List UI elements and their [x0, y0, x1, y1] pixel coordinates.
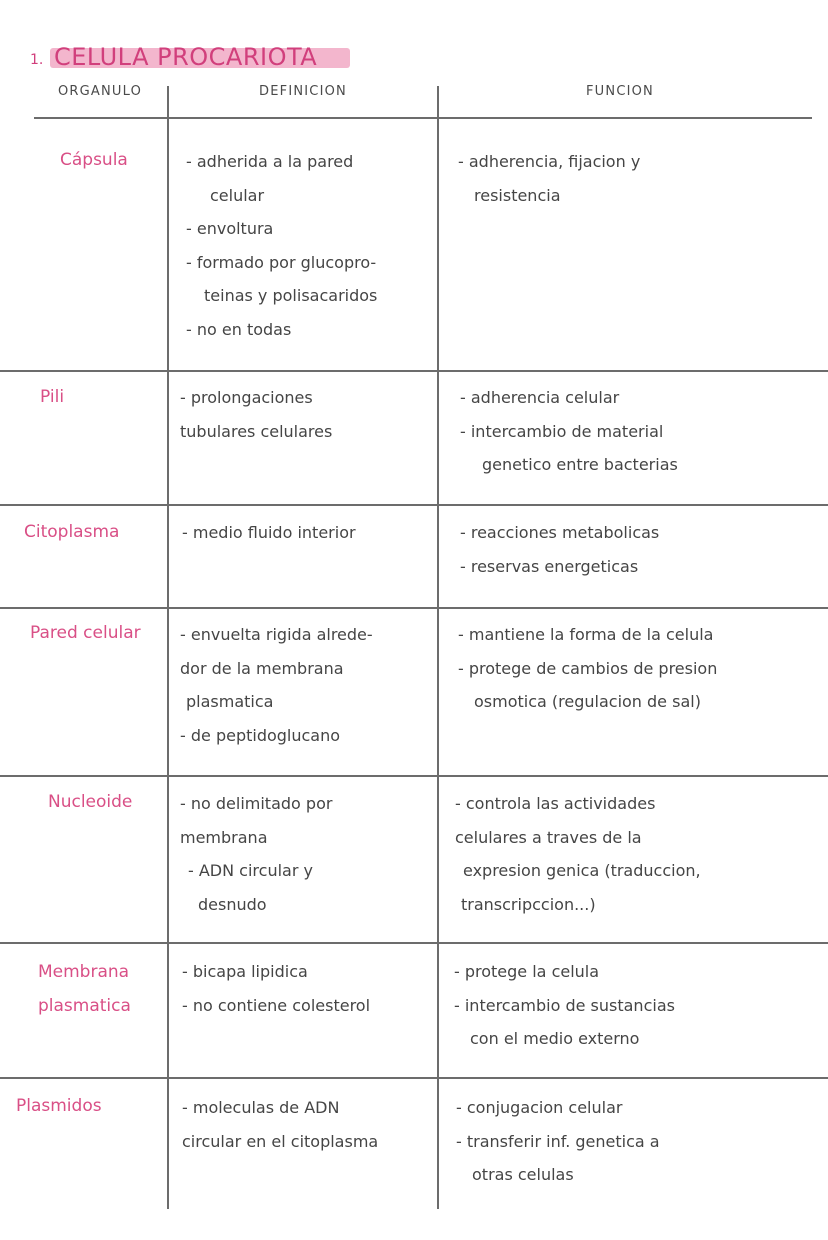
definition-line: membrana: [180, 827, 268, 847]
function-cell: [454, 955, 675, 1056]
row-divider: [0, 1077, 828, 1079]
definition-line: - medio fluido interior: [182, 523, 356, 542]
organelle-name-line: Membrana: [38, 962, 130, 982]
function-line: osmotica (regulacion de sal): [474, 692, 701, 711]
definition-cell: [182, 516, 356, 550]
definition-line: - envoltura: [186, 219, 274, 238]
definition-line: dor de la membrana: [180, 658, 344, 678]
definition-line: desnudo: [198, 894, 267, 914]
header-function: FUNCION: [586, 84, 654, 99]
function-line: - adherencia, fijacion y: [458, 152, 641, 171]
definition-line: - no en todas: [186, 319, 292, 339]
definition-line: - no delimitado por: [180, 794, 333, 813]
column-divider-2: [437, 86, 439, 1209]
definition-line: teinas y polisacaridos: [204, 286, 378, 305]
definition-line: celular: [210, 185, 265, 205]
organelle-name: Cápsula: [60, 150, 128, 170]
organelle-name: [38, 955, 131, 1023]
definition-line: - envuelta rigida alrede-: [180, 625, 373, 644]
function-line: genetico entre bacterias: [482, 455, 678, 474]
function-cell: [460, 516, 659, 583]
function-line: - controla las actividades: [455, 794, 656, 813]
function-line: - transferir inf. genetica a: [456, 1131, 660, 1151]
row-divider: [0, 607, 828, 609]
function-line: con el medio externo: [470, 1029, 640, 1048]
function-line: - reacciones metabolicas: [460, 523, 660, 542]
organelle-name-line: plasmatica: [38, 996, 131, 1016]
definition-line: - de peptidoglucano: [180, 725, 341, 745]
function-line: resistencia: [474, 185, 561, 205]
row-divider: [0, 370, 828, 372]
function-line: - conjugacion celular: [456, 1098, 623, 1117]
definition-line: - no contiene colesterol: [182, 995, 371, 1015]
function-cell: [460, 381, 678, 482]
definition-cell: [186, 145, 377, 346]
organelle-name: Citoplasma: [24, 522, 120, 542]
function-line: - protege de cambios de presion: [458, 658, 718, 678]
row-divider: [0, 942, 828, 944]
title-number: 1.: [30, 52, 44, 68]
row-divider: [0, 504, 828, 506]
definition-line: - adherida a la pared: [186, 152, 354, 171]
header-divider: [34, 117, 812, 119]
definition-line: circular en el citoplasma: [182, 1131, 379, 1151]
column-divider-1: [167, 86, 169, 1209]
definition-line: - moleculas de ADN: [182, 1098, 340, 1117]
function-line: celulares a traves de la: [455, 827, 642, 847]
row-divider: [0, 775, 828, 777]
definition-line: - bicapa lipidica: [182, 962, 308, 981]
organelle-name: Nucleoide: [48, 792, 133, 812]
organelle-name: Pili: [40, 387, 65, 407]
function-line: - intercambio de material: [460, 421, 664, 441]
title-text: CELULA PROCARIOTA: [54, 43, 318, 71]
organelle-name: Plasmidos: [16, 1096, 102, 1116]
function-line: otras celulas: [472, 1165, 574, 1184]
function-line: expresion genica (traduccion,: [463, 861, 701, 880]
function-line: - adherencia celular: [460, 388, 620, 407]
function-line: - reservas energeticas: [460, 556, 639, 576]
function-cell: [458, 618, 717, 719]
header-definition: DEFINICION: [259, 84, 347, 99]
header-organ: ORGANULO: [57, 84, 143, 99]
function-cell: [456, 1091, 660, 1192]
function-line: - mantiene la forma de la celula: [458, 625, 714, 644]
definition-line: - ADN circular y: [188, 861, 313, 880]
definition-cell: [180, 787, 332, 921]
definition-cell: [182, 955, 370, 1022]
organelle-name: Pared celular: [30, 623, 141, 643]
definition-line: - formado por glucopro-: [186, 252, 377, 272]
function-cell: [455, 787, 701, 921]
function-line: - protege la celula: [454, 962, 600, 981]
definition-line: - prolongaciones: [180, 388, 313, 407]
definition-cell: [182, 1091, 378, 1158]
definition-cell: [180, 618, 373, 752]
definition-line: plasmatica: [186, 692, 274, 711]
definition-cell: [180, 381, 332, 448]
function-cell: [458, 145, 640, 212]
function-line: transcripccion...): [461, 894, 596, 914]
definition-line: tubulares celulares: [180, 421, 333, 441]
function-line: - intercambio de sustancias: [454, 995, 675, 1015]
